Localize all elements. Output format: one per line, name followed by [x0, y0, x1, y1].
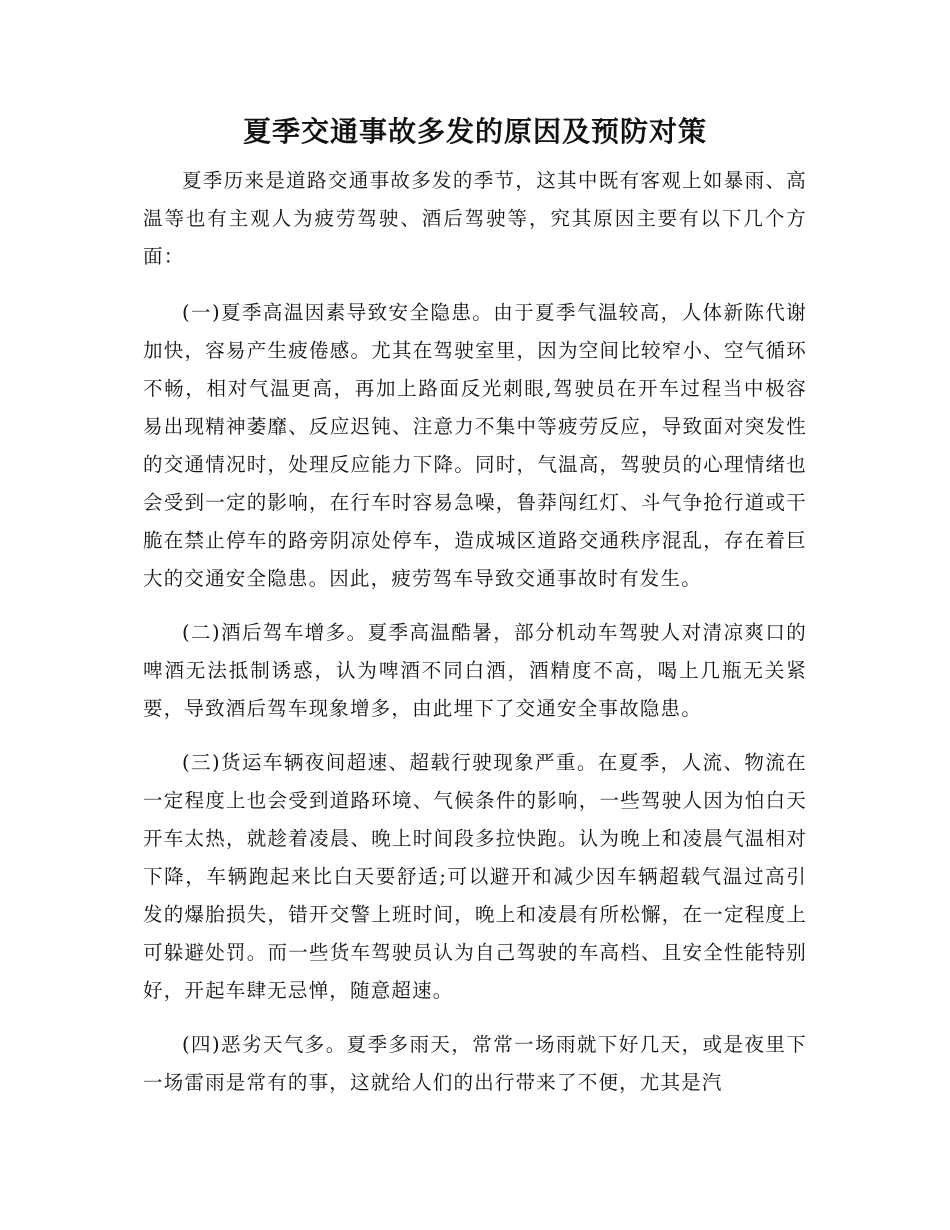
paragraph-intro: 夏季历来是道路交通事故多发的季节，这其中既有客观上如暴雨、高温等也有主观人为疲劳驾驶、酒后驾驶等，究其原因主要有以下几个方面：	[143, 169, 807, 268]
paragraph-drunk-driving: (二)酒后驾车增多。夏季高温酷暑，部分机动车驾驶人对清凉爽口的啤酒无法抵制诱惑，认为啤酒不同白酒，酒精度不高，喝上几瓶无关紧要，导致酒后驾车现象增多，由此埋下了交通安全事故隐患。	[143, 621, 807, 720]
paragraph-high-temperature: (一)夏季高温因素导致安全隐患。由于夏季气温较高，人体新陈代谢加快，容易产生疲倦感。尤其在驾驶室里，因为空间比较窄小、空气循环不畅，相对气温更高，再加上路面反光刺眼,驾驶员在开车过程当中极容易出现精神萎靡、反应迟钝、注意力不集中等疲劳反应，导致面对突发性的交通情况时，处理反应能力下降。同时，气温高，驾驶员的心理情绪也会受到一定的影响，在行车时容易急噪，鲁莽闯红灯、斗气争抢行道或干脆在禁止停车的路旁阴凉处停车，造成城区道路交通秩序混乱，存在着巨大的交通安全隐患。因此，疲劳驾车导致交通事故时有发生。	[143, 301, 807, 590]
document-body	[143, 162, 807, 1118]
document-title: 夏季交通事故多发的原因及预防对策	[242, 115, 707, 148]
paragraph-night-speeding: (三)货运车辆夜间超速、超载行驶现象严重。在夏季，人流、物流在一定程度上也会受到道路环境、气候条件的影响，一些驾驶人因为怕白天开车太热，就趁着凌晨、晚上时间段多拉快跑。认为晚上和凌晨气温相对下降，车辆跑起来比白天要舒适;可以避开和减少因车辆超载气温过高引发的爆胎损失，错开交警上班时间，晚上和凌晨有所松懈，在一定程度上可躲避处罚。而一些货车驾驶员认为自己驾驶的车高档、且安全性能特别好，开起车肆无忌惮，随意超速。	[143, 751, 807, 1002]
paragraph-bad-weather: (四)恶劣天气多。夏季多雨天，常常一场雨就下好几天，或是夜里下一场雷雨是常有的事，这就给人们的出行带来了不便，尤其是汽	[143, 1033, 807, 1094]
